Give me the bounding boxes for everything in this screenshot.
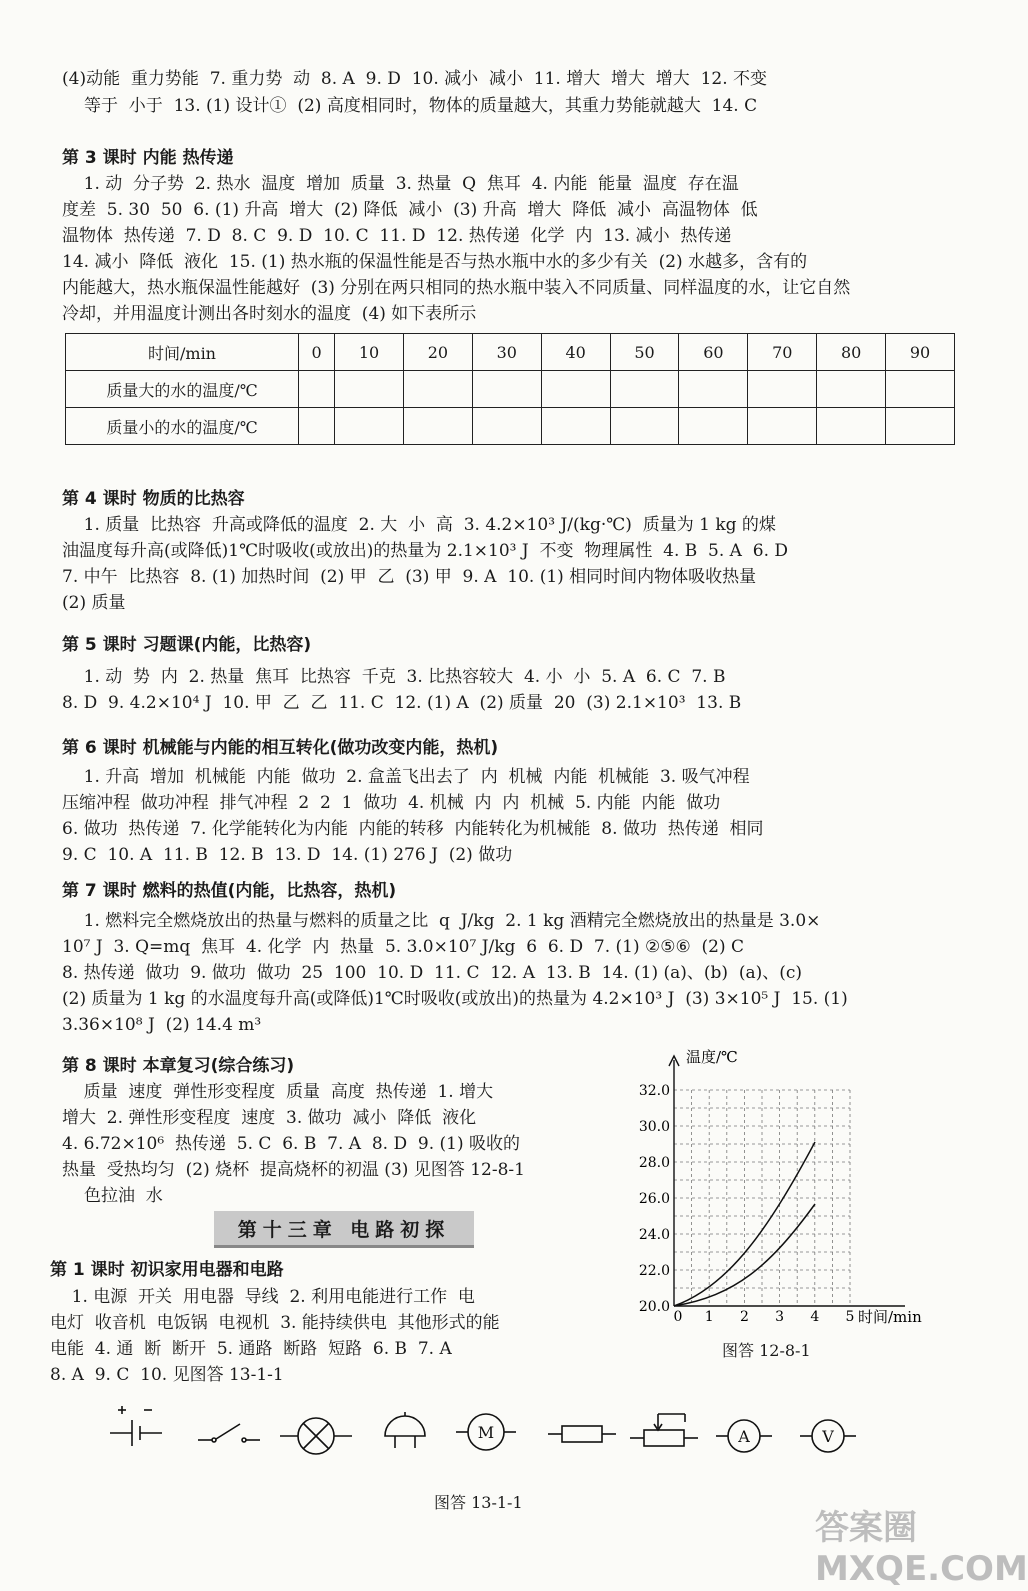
answer-line: 6. 做功 热传递 7. 化学能转化为内能 内能的转移 内能转化为机械能 8. 做功 热传递 相同 [62,819,764,839]
answer-line: 14. 减小 降低 液化 15. (1) 热水瓶的保温性能是否与热水瓶中水的多少有关 (2) 水越多，含有的 [62,252,808,272]
x-tick-label: 5 [845,1309,855,1325]
answer-line: (4)动能 重力势能 7. 重力势 动 8. A 9. D 10. 减小 减小 11. 增大 增大 增大 12. 不变 [62,69,768,89]
chapter-banner: 第十三章 电路初探 [214,1211,474,1248]
table-cell [335,371,404,408]
x-tick-label: 4 [810,1309,820,1325]
figure-caption: 图答 12-8-1 [722,1341,811,1360]
lamp-icon [280,1418,352,1454]
section-heading: 第 3 课时 内能 热传递 [62,148,234,168]
answer-line: 1. 动 分子势 2. 热水 温度 增加 质量 3. 热量 Q 焦耳 4. 内能 能量 温度 存在温 [62,174,739,194]
table-cell [403,371,472,408]
circuit-symbols [100,1400,880,1470]
table-cell: 50 [610,334,679,371]
answer-line: (2) 质量为 1 kg 的水温度每升高(或降低)1℃时吸收(或放出)的热量为 4.2×10³ J (3) 3×10⁵ J 15. (1) [62,989,848,1009]
table-cell [541,371,610,408]
table-cell [299,371,335,408]
graph-grid [674,1090,850,1306]
table-cell: 10 [335,334,404,371]
answer-line: 压缩冲程 做功冲程 排气冲程 2 2 1 做功 4. 机械 内 内 机械 5. 内能 内能 做功 [62,793,721,813]
table-cell [610,371,679,408]
answer-line: 3.36×10⁸ J (2) 14.4 m³ [62,1015,262,1035]
table-cell: 30 [472,334,541,371]
answer-line: 冷却，并用温度计测出各时刻水的温度 (4) 如下表所示 [62,304,477,324]
motor-label: M [477,1423,495,1442]
y-tick-label: 32.0 [638,1083,670,1099]
figure-caption: 图答 13-1-1 [434,1493,523,1512]
table-cell [299,408,335,445]
voltmeter-label: V [822,1427,834,1446]
y-tick-label: 26.0 [638,1191,670,1207]
table-cell [541,408,610,445]
table-cell [610,408,679,445]
section-heading: 第 1 课时 初识家用电器和电路 [50,1260,284,1280]
table-cell [472,408,541,445]
resistor-icon [548,1426,616,1442]
table-cell: 60 [679,334,748,371]
x-tick-label: 1 [704,1309,714,1325]
table-row [66,334,955,371]
table-cell: 70 [748,334,817,371]
x-tick-label: 0 [673,1309,683,1325]
table-cell: 90 [886,334,955,371]
y-axis-label: 温度/℃ [686,1048,738,1066]
answer-line: 1. 升高 增加 机械能 内能 做功 2. 盒盖飞出去了 内 机械 内能 机械能 3. 吸气冲程 [62,767,750,787]
answer-line: 油温度每升高(或降低)1℃时吸收(或放出)的热量为 2.1×10³ J 不变 物理属性 4. B 5. A 6. D [62,541,789,561]
x-axis-label: 时间/min [858,1308,922,1326]
table-cell [886,371,955,408]
table-cell: 80 [817,334,886,371]
table-cell: 20 [403,334,472,371]
answer-line: 内能越大，热水瓶保温性能越好 (3) 分别在两只相同的热水瓶中装入不同质量、同样温度的水，让它自然 [62,278,851,298]
rheostat-icon [630,1414,698,1446]
table-cell [472,371,541,408]
answer-line: 增大 2. 弹性形变程度 速度 3. 做功 减小 降低 液化 [62,1108,477,1128]
bell-icon [385,1412,425,1448]
answer-line: 1. 燃料完全燃烧放出的热量与燃料的质量之比 q J/kg 2. 1 kg 酒精完全燃烧放出的热量是 3.0× [62,911,821,931]
table-cell [679,371,748,408]
table-cell [403,408,472,445]
table-cell: 40 [541,334,610,371]
answer-line: 4. 6.72×10⁶ 热传递 5. C 6. B 7. A 8. D 9. (1) 吸收的 [62,1134,521,1154]
answer-line: 热量 受热均匀 (2) 烧杯 提高烧杯的初温 (3) 见图答 12-8-1 [62,1160,525,1180]
section-heading: 第 7 课时 燃料的热值(内能，比热容，热机) [62,881,397,901]
x-tick-label: 2 [739,1309,749,1325]
table-row [66,408,955,445]
switch-icon [198,1424,260,1442]
ammeter-label: A [738,1427,750,1446]
table-cell [679,408,748,445]
answer-line: 质量 速度 弹性形变程度 质量 高度 热传递 1. 增大 [62,1082,494,1102]
table-cell [817,371,886,408]
answer-line: 色拉油 水 [84,1186,163,1206]
y-tick-label: 20.0 [638,1299,670,1315]
answer-line: 1. 电源 开关 用电器 导线 2. 利用电能进行工作 电 [50,1287,475,1307]
y-tick-label: 22.0 [638,1263,670,1279]
answer-line: 9. C 10. A 11. B 12. B 13. D 14. (1) 276 J (2) 做功 [62,845,513,865]
table-cell [817,408,886,445]
section-heading: 第 4 课时 物质的比热容 [62,489,245,509]
y-tick-label: 30.0 [638,1119,670,1135]
table-header-cell: 时间/min [66,334,299,371]
answer-line: 度差 5. 30 50 6. (1) 升高 增大 (2) 降低 减小 (3) 升高 增大 降低 减小 高温物体 低 [62,200,758,220]
battery-icon [110,1406,162,1446]
answer-line: 8. D 9. 4.2×10⁴ J 10. 甲 乙 乙 11. C 12. (1) A (2) 质量 20 (3) 2.1×10³ 13. B [62,693,742,713]
table-cell [886,408,955,445]
answer-line: 8. A 9. C 10. 见图答 13-1-1 [50,1365,284,1385]
answer-line: 电灯 收音机 电饭锅 电视机 3. 能持续供电 其他形式的能 [50,1313,500,1333]
answer-line: 1. 动 势 内 2. 热量 焦耳 比热容 千克 3. 比热容较大 4. 小 小 5. A 6. C 7. B [62,667,726,687]
x-tick-label: 3 [775,1309,785,1325]
answer-line: 等于 小于 13. (1) 设计① (2) 高度相同时，物体的质量越大，其重力势能就越大 14. C [84,96,758,116]
table-row-label: 质量大的水的温度/℃ [66,371,299,408]
graph-axes [669,1056,905,1306]
section-heading: 第 5 课时 习题课(内能，比热容) [62,635,312,655]
answer-line: 7. 中午 比热容 8. (1) 加热时间 (2) 甲 乙 (3) 甲 9. A 10. (1) 相同时间内物体吸收热量 [62,567,757,587]
section-heading: 第 6 课时 机械能与内能的相互转化(做功改变内能，热机) [62,738,499,758]
answer-line: (2) 质量 [62,593,126,613]
answer-line: 温物体 热传递 7. D 8. C 9. D 10. C 11. D 12. 热传递 化学 内 13. 减小 热传递 [62,226,732,246]
table-cell: 0 [299,334,335,371]
table-cell [748,408,817,445]
answer-line: 10⁷ J 3. Q=mq 焦耳 4. 化学 内 热量 5. 3.0×10⁷ J/kg 6 6. D 7. (1) ②⑤⑥ (2) C [62,937,745,957]
section-heading: 第 8 课时 本章复习(综合练习) [62,1056,295,1076]
table-cell [748,371,817,408]
temperature-graph [640,1046,970,1326]
table-row [66,371,955,408]
table-cell [335,408,404,445]
answer-line: 1. 质量 比热容 升高或降低的温度 2. 大 小 高 3. 4.2×10³ J/(kg·℃) 质量为 1 kg 的煤 [62,515,776,535]
watermark: 答案圈 MXQE.COM [815,1508,1028,1589]
temperature-table [65,333,955,445]
y-tick-label: 28.0 [638,1155,670,1171]
answer-line: 电能 4. 通 断 断开 5. 通路 断路 短路 6. B 7. A [50,1339,452,1359]
table-row-label: 质量小的水的温度/℃ [66,408,299,445]
y-tick-label: 24.0 [638,1227,670,1243]
answer-line: 8. 热传递 做功 9. 做功 做功 25 100 10. D 11. C 12. A 13. B 14. (1) (a)、(b) (a)、(c) [62,963,803,983]
